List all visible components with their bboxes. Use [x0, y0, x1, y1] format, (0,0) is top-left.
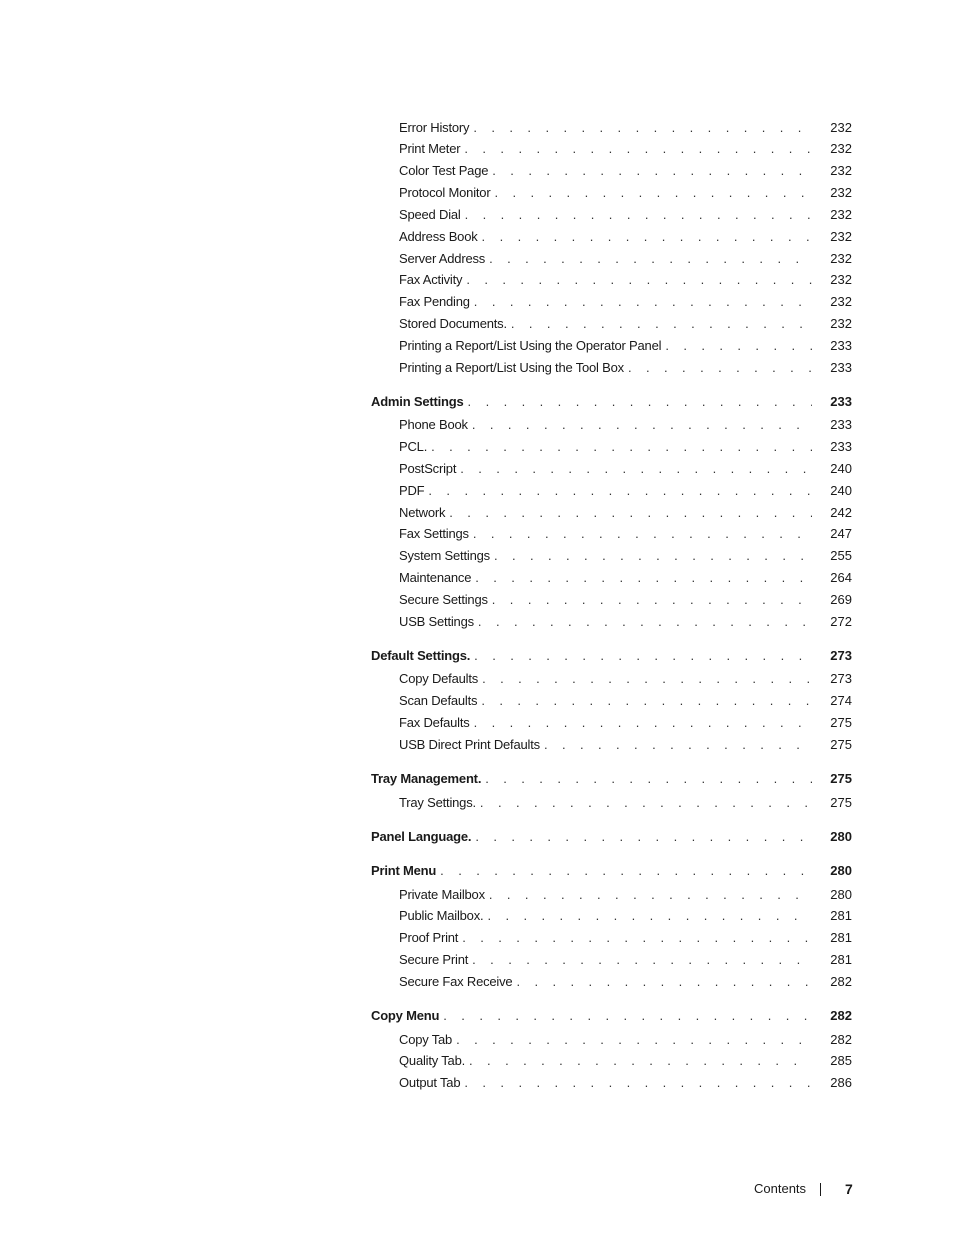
page-footer — [754, 1181, 853, 1197]
toc-entry-label: Private Mailbox — [399, 887, 485, 902]
toc-section-heading[interactable] — [371, 1008, 852, 1024]
toc-entry[interactable] — [399, 974, 852, 990]
toc-entry[interactable] — [399, 737, 852, 753]
toc-entry-label: Color Test Page — [399, 163, 489, 178]
toc-entry-page: 240 — [830, 461, 852, 476]
toc-entry[interactable] — [399, 229, 852, 245]
toc-entry-page: 269 — [830, 592, 852, 607]
toc-entry-page: 282 — [830, 974, 852, 989]
toc-entry-page: 233 — [830, 439, 852, 454]
toc-entry-label: Scan Defaults — [399, 693, 478, 708]
toc-entry-page: 282 — [830, 1032, 852, 1047]
toc-entry[interactable] — [399, 930, 852, 946]
toc-entry-page: 232 — [830, 141, 852, 156]
dot-leader — [489, 887, 812, 903]
toc-entry-page: 232 — [830, 251, 852, 266]
toc-entry-page: 264 — [830, 570, 852, 585]
toc-entry-page: 275 — [830, 795, 852, 810]
toc-entry-label: Speed Dial — [399, 207, 461, 222]
toc-entry[interactable] — [399, 505, 852, 521]
dot-leader — [474, 648, 812, 664]
toc-section-label: Print Menu — [371, 863, 437, 878]
toc-entry-page: 232 — [830, 294, 852, 309]
toc-entry[interactable] — [399, 1032, 852, 1048]
toc-section-heading[interactable] — [371, 394, 852, 410]
dot-leader — [481, 693, 812, 709]
dot-leader — [456, 1032, 812, 1048]
toc-entry[interactable] — [399, 1053, 852, 1069]
toc-entry[interactable] — [399, 120, 852, 136]
toc-entry-page: 247 — [830, 526, 852, 541]
toc-entry-label: Printing a Report/List Using the Tool Box — [399, 360, 624, 375]
dot-leader — [475, 570, 812, 586]
toc-entry-page: 274 — [830, 693, 852, 708]
toc-section-heading[interactable] — [371, 648, 852, 664]
dot-leader — [449, 505, 812, 521]
toc-entry[interactable] — [399, 163, 852, 179]
toc-entry-label: PostScript — [399, 461, 457, 476]
dot-leader — [464, 141, 812, 157]
toc-entry-label: Output Tab — [399, 1075, 461, 1090]
dot-leader — [468, 394, 812, 410]
toc-entry-page: 281 — [830, 952, 852, 967]
toc-section-page: 280 — [830, 863, 852, 878]
toc-entry[interactable] — [399, 614, 852, 630]
toc-entry-page: 242 — [830, 505, 852, 520]
dot-leader — [466, 272, 812, 288]
toc-entry-page: 273 — [830, 671, 852, 686]
toc-entry[interactable] — [399, 548, 852, 564]
toc-entry-page: 232 — [830, 120, 852, 135]
toc-entry-label: Address Book — [399, 229, 478, 244]
footer-divider — [820, 1183, 821, 1196]
dot-leader — [462, 930, 812, 946]
toc-entry-label: Print Meter — [399, 141, 461, 156]
toc-section-label: Default Settings. — [371, 648, 471, 663]
toc-entry[interactable] — [399, 483, 852, 499]
toc-entry[interactable] — [399, 141, 852, 157]
dot-leader — [428, 483, 812, 499]
toc-entry-label: PDF — [399, 483, 425, 498]
toc-entry-label: Proof Print — [399, 930, 459, 945]
toc-entry[interactable] — [399, 715, 852, 731]
toc-entry-page: 281 — [830, 930, 852, 945]
toc-section-label: Admin Settings — [371, 394, 464, 409]
dot-leader — [473, 120, 812, 136]
toc-entry-label: Fax Pending — [399, 294, 470, 309]
toc-section-label: Tray Management. — [371, 771, 482, 786]
toc-entry-label: Printing a Report/List Using the Operator Panel — [399, 338, 662, 353]
toc-entry-page: 232 — [830, 316, 852, 331]
toc-entry-label: USB Settings — [399, 614, 474, 629]
dot-leader — [628, 360, 812, 376]
toc-entry-label: Tray Settings. — [399, 795, 476, 810]
toc-entry-page: 275 — [830, 737, 852, 752]
toc-entry[interactable] — [399, 251, 852, 267]
toc-entry[interactable] — [399, 526, 852, 542]
dot-leader — [443, 1008, 812, 1024]
dot-leader — [472, 417, 812, 433]
toc-section-page: 275 — [830, 771, 852, 786]
toc-section-heading[interactable] — [371, 863, 852, 879]
toc-entry-label: Fax Settings — [399, 526, 469, 541]
toc-entry-page: 232 — [830, 229, 852, 244]
footer-page-number: 7 — [845, 1181, 853, 1197]
dot-leader — [511, 316, 812, 332]
toc-entry-label: Fax Activity — [399, 272, 463, 287]
toc-entry-page: 285 — [830, 1053, 852, 1068]
toc-entry-label: Error History — [399, 120, 470, 135]
toc-entry-label: Maintenance — [399, 570, 472, 585]
toc-entry[interactable] — [399, 570, 852, 586]
toc-entry[interactable] — [399, 671, 852, 687]
toc-entry-page: 232 — [830, 185, 852, 200]
dot-leader — [480, 795, 812, 811]
toc-entry[interactable] — [399, 795, 852, 811]
toc-section-page: 273 — [830, 648, 852, 663]
toc-entry[interactable] — [399, 417, 852, 433]
toc-entry-label: Copy Defaults — [399, 671, 479, 686]
toc-entry-page: 232 — [830, 163, 852, 178]
toc-entry-label: Secure Settings — [399, 592, 488, 607]
toc-entry[interactable] — [399, 316, 852, 332]
toc-entry-page: 233 — [830, 360, 852, 375]
toc-entry-label: PCL. — [399, 439, 428, 454]
toc-entry-page: 233 — [830, 417, 852, 432]
dot-leader — [492, 163, 812, 179]
dot-leader — [431, 439, 812, 455]
toc-entry[interactable] — [399, 360, 852, 376]
dot-leader — [473, 526, 812, 542]
toc-entry-label: USB Direct Print Defaults — [399, 737, 540, 752]
dot-leader — [482, 229, 812, 245]
toc-section-label: Panel Language. — [371, 829, 472, 844]
toc-entry[interactable] — [399, 294, 852, 310]
toc-entry-label: System Settings — [399, 548, 490, 563]
toc-entry-page: 240 — [830, 483, 852, 498]
dot-leader — [492, 592, 812, 608]
dot-leader — [485, 771, 812, 787]
toc-entry-label: Secure Print — [399, 952, 469, 967]
toc-entry[interactable] — [399, 1075, 852, 1091]
toc-entry[interactable] — [399, 185, 852, 201]
toc-entry-page: 281 — [830, 908, 852, 923]
toc-entry-page: 233 — [830, 338, 852, 353]
toc-entry-page: 232 — [830, 207, 852, 222]
toc-entry-page: 286 — [830, 1075, 852, 1090]
toc-entry-page: 272 — [830, 614, 852, 629]
dot-leader — [475, 829, 812, 845]
toc-entry-label: Secure Fax Receive — [399, 974, 513, 989]
toc-section-page: 233 — [830, 394, 852, 409]
dot-leader — [464, 1075, 812, 1091]
toc-entry[interactable] — [399, 461, 852, 477]
dot-leader — [478, 614, 812, 630]
toc-entry[interactable] — [399, 207, 852, 223]
toc-entry-label: Public Mailbox. — [399, 908, 484, 923]
toc-entry-label: Server Address — [399, 251, 486, 266]
toc-entry[interactable] — [399, 272, 852, 288]
toc-entry-page: 280 — [830, 887, 852, 902]
toc-section-page: 282 — [830, 1008, 852, 1023]
toc-entry[interactable] — [399, 693, 852, 709]
toc-entry-label: Stored Documents. — [399, 316, 507, 331]
toc-entry[interactable] — [399, 338, 852, 354]
toc-entry[interactable] — [399, 908, 852, 924]
footer-section-label: Contents — [754, 1181, 807, 1196]
toc-entry[interactable] — [399, 592, 852, 608]
toc-section-heading[interactable] — [371, 771, 852, 787]
dot-leader — [482, 671, 812, 687]
dot-leader — [474, 294, 812, 310]
dot-leader — [544, 737, 812, 753]
dot-leader — [474, 715, 812, 731]
toc-section-label: Copy Menu — [371, 1008, 440, 1023]
toc-entry[interactable] — [399, 952, 852, 968]
dot-leader — [665, 338, 812, 354]
dot-leader — [489, 251, 812, 267]
toc-entry-label: Quality Tab. — [399, 1053, 466, 1068]
toc-entry-label: Phone Book — [399, 417, 468, 432]
dot-leader — [494, 548, 812, 564]
toc-entry-label: Copy Tab — [399, 1032, 453, 1047]
toc-entry[interactable] — [399, 887, 852, 903]
dot-leader — [494, 185, 812, 201]
dot-leader — [516, 974, 812, 990]
dot-leader — [460, 461, 812, 477]
toc-entry-page: 255 — [830, 548, 852, 563]
toc-entry-label: Protocol Monitor — [399, 185, 491, 200]
toc-section-page: 280 — [830, 829, 852, 844]
dot-leader — [472, 952, 812, 968]
toc-entry-label: Network — [399, 505, 446, 520]
toc-entry-label: Fax Defaults — [399, 715, 470, 730]
dot-leader — [487, 908, 812, 924]
toc-entry[interactable] — [399, 439, 852, 455]
toc-section-heading[interactable] — [371, 829, 852, 845]
toc-entry-page: 232 — [830, 272, 852, 287]
dot-leader — [469, 1053, 812, 1069]
dot-leader — [440, 863, 812, 879]
toc-entry-page: 275 — [830, 715, 852, 730]
dot-leader — [465, 207, 812, 223]
